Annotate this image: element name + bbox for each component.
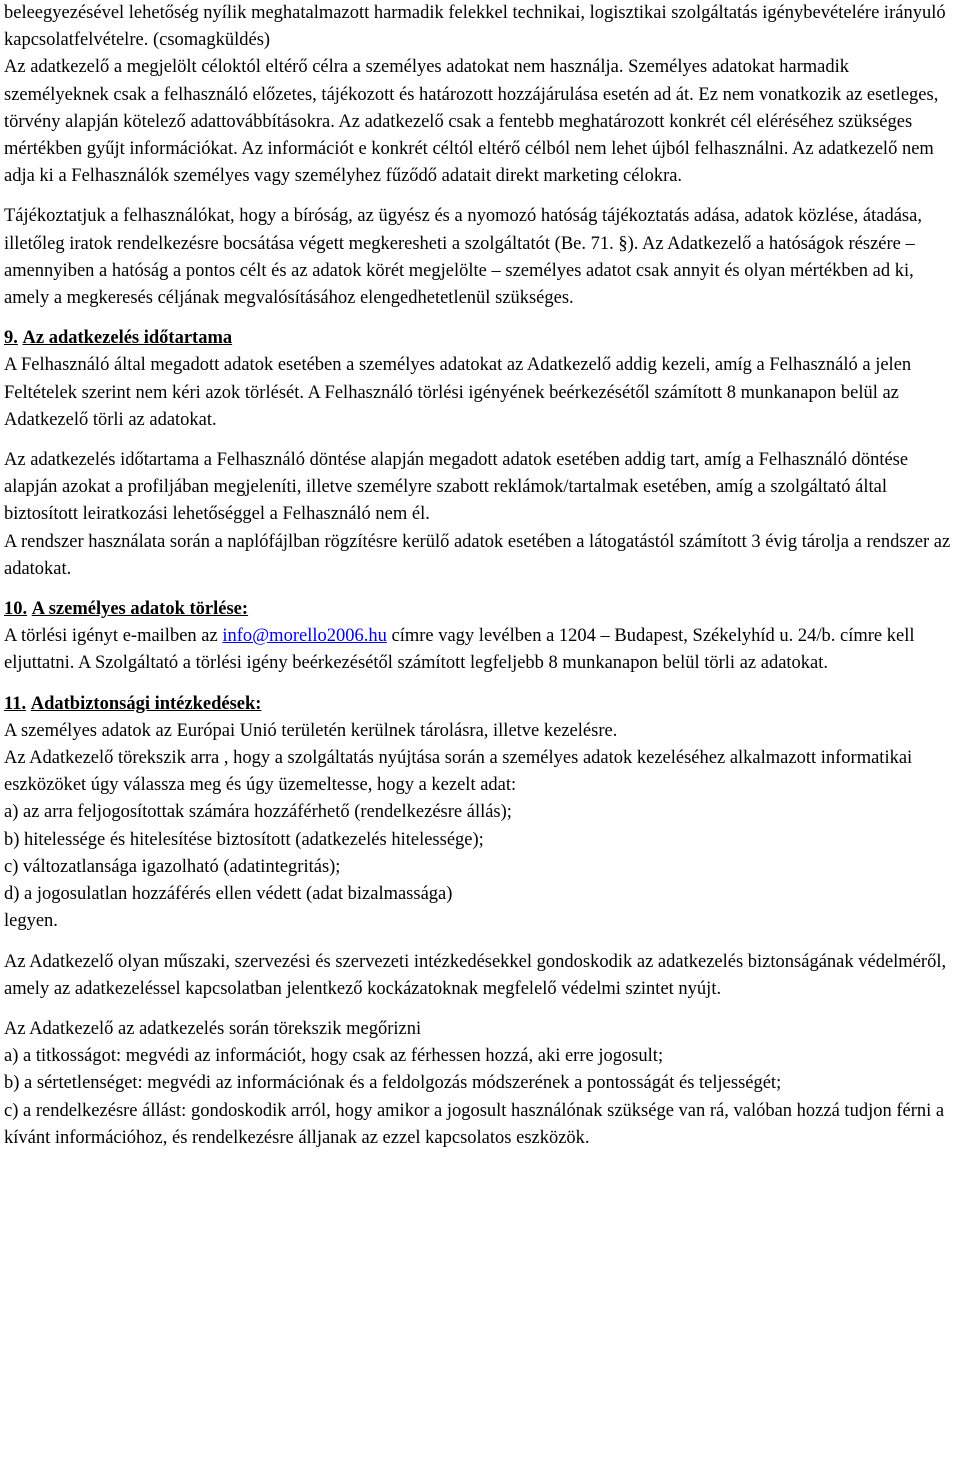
section-9-heading bbox=[4, 325, 957, 352]
document-page bbox=[4, 0, 957, 1152]
section-10-number: 10. bbox=[4, 599, 28, 620]
section-9-paragraph-3: A rendszer használata során a naplófájlban rögzítésre kerülő adatok esetében a látogatástól számított 3 évig tárolja a rendszer az adatokat. bbox=[4, 531, 951, 579]
section-11-line: Az Adatkezelő törekszik arra , hogy a szolgáltatás nyújtása során a személyes adatok kezeléséhez alkalmazott informatikai eszközöket úgy válassza meg és úgy üzemeltesse, hogy a kezelt adat: bbox=[4, 748, 913, 796]
section-11-title: Adatbiztonsági intézkedések: bbox=[30, 693, 262, 714]
section-11-number: 11. bbox=[4, 693, 27, 714]
section-11-p3-line: Az Adatkezelő az adatkezelés során törekszik megőrizni bbox=[4, 1018, 422, 1039]
section-10-paragraph bbox=[4, 623, 957, 677]
paragraph-purpose-limitation: Az adatkezelő a megjelölt céloktól eltérő célra a személyes adatokat nem használja. Személyes adatokat harmadik személyeknek csak a felhasználó előzetes, tájékozott és határozott hozzájárulása esetén ad át. Ez nem vonatkozik az esetleges, törvény alapján kötelező adattovábbításokra. Az adatkezelő csak a fentebb meghatározott konkrét cél eléréséhez szükséges mértékben gyűjt információkat. Az információt e konkrét céltól eltérő célból nem lehet újból felhasználni. Az adatkezelő nem adja ki a Felhasználók személyes vagy személyhez fűződő adatait direkt marketing célokra. bbox=[4, 57, 939, 187]
section-11-list-item: a) az arra feljogosítottak számára hozzáférhető (rendelkezésre állás); bbox=[4, 802, 512, 823]
section-11-list-item: c) változatlansága igazolható (adatintegritás); bbox=[4, 856, 341, 877]
section-10-text-before: A törlési igényt e-mailben az bbox=[4, 626, 223, 647]
section-10-heading bbox=[4, 596, 957, 623]
section-9-paragraph-2: Az adatkezelés időtartama a Felhasználó döntése alapján megadott adatok esetében addig tart, amíg a Felhasználó döntése alapján azokat a profiljában megjeleníti, illetve személyre szabott reklámok/tartalmak esetében, amíg a szolgáltató által biztosított leiratkozási lehetőséggel a Felhasználó nem él. bbox=[4, 450, 909, 525]
section-11-line: legyen. bbox=[4, 911, 58, 932]
email-link[interactable]: info@morello2006.hu bbox=[222, 626, 387, 647]
section-11-p3-item: a) a titkosságot: megvédi az információt, hogy csak az férhessen hozzá, aki erre jogosult; bbox=[4, 1046, 664, 1067]
section-11-list-item: d) a jogosulatlan hozzáférés ellen védett (adat bizalmassága) bbox=[4, 884, 453, 905]
section-9-number: 9. bbox=[4, 328, 18, 349]
section-11-p3-item: b) a sértetlenséget: megvédi az információnak és a feldolgozás módszerének a pontosságát és teljességét; bbox=[4, 1073, 782, 1094]
section-11-paragraph-2: Az Adatkezelő olyan műszaki, szervezési és szervezeti intézkedésekkel gondoskodik az adatkezelés biztonságának védelméről, amely az adatkezeléssel kapcsolatban jelentkező kockázatoknak megfelelő védelmi szintet nyújt. bbox=[4, 951, 947, 999]
section-10-text-after: címre vagy levélben a 1204 – Budapest, Székelyhíd u. 24/b. címre kell eljuttatni. A Szolgáltató a törlési igény beérkezésétől számított legfeljebb 8 munkanapon belül törli az adatokat. bbox=[4, 626, 915, 674]
section-10-title: A személyes adatok törlése: bbox=[31, 599, 249, 620]
paragraph-authorities: Tájékoztatjuk a felhasználókat, hogy a bíróság, az ügyész és a nyomozó hatóság tájékoztatás adása, adatok közlése, átadása, illetőleg iratok rendelkezésre bocsátása végett megkeresheti a szolgáltatót (Be. 71. §). Az Adatkezelő a hatóságok részére – amennyiben a hatóság a pontos célt és az adatok körét megjelölte – személyes adatot csak annyit és olyan mértékben ad ki, amely a megkeresés céljának megvalósításához elengedhetetlenül szükséges. bbox=[4, 206, 922, 309]
section-11-line: A személyes adatok az Európai Unió területén kerülnek tárolásra, illetve kezelésre. bbox=[4, 720, 618, 741]
section-11-list-item: b) hitelessége és hitelesítése biztosított (adatkezelés hitelessége); bbox=[4, 829, 484, 850]
section-9-paragraph-1: A Felhasználó által megadott adatok esetében a személyes adatokat az Adatkezelő addig kezeli, amíg a Felhasználó a jelen Feltételek szerint nem kéri azok törlését. A Felhasználó törlési igényének beérkezésétől számított 8 munkanapon belül az Adatkezelő törli az adatokat. bbox=[4, 355, 912, 430]
section-9-title: Az adatkezelés időtartama bbox=[22, 328, 233, 349]
section-11-p3-item: c) a rendelkezésre állást: gondoskodik arról, hogy amikor a jogosult használónak szüksége van rá, valóban hozzá tudjon férni a kívánt információhoz, és rendelkezésre álljanak az ezzel kapcsolatos eszközök. bbox=[4, 1100, 945, 1148]
section-11-heading bbox=[4, 691, 957, 718]
paragraph-third-party: beleegyezésével lehetőség nyílik meghatalmazott harmadik felekkel technikai, logisztikai szolgáltatás igénybevételére irányuló kapcsolatfelvételre. (csomagküldés) bbox=[4, 3, 946, 51]
